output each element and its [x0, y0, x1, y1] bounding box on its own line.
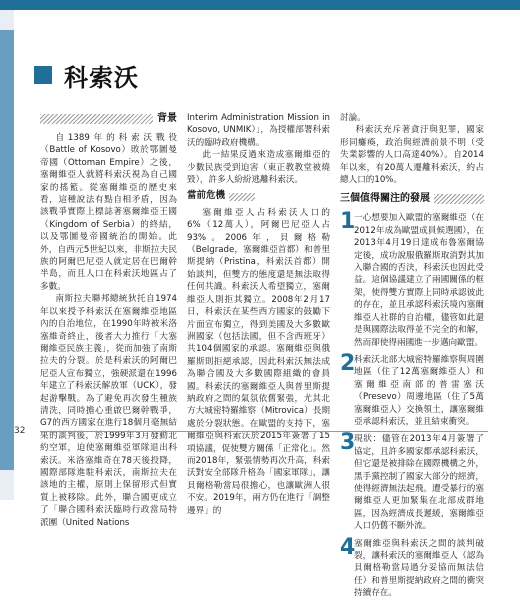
page-title: 科索沃 — [64, 64, 139, 92]
paragraph: Interim Administration Mission in Kosovo, UNMIK）」，為授權部署科索沃的臨時政府機構。 — [187, 113, 330, 148]
item-text: 塞爾維亞與科索沃之間的談判破裂，讓科索沃的塞爾維亞人（認為貝爾格勒當局過分妥協而無法信任）和普里斯提納政府之間的衝突持續存在。 — [354, 538, 484, 599]
section-header-future — [340, 192, 484, 206]
section-label-current: 當前危機 — [187, 190, 226, 202]
item-text: 科索沃北部大城密特羅維察與周圍地區（住了12萬塞爾維亞人）和塞爾維亞南部的普雷塞沃（Presevo）周邊地區（住了5萬塞爾維亞人）交換領土，讓塞爾維亞承認科索沃，並且結束衝突。 — [354, 354, 484, 427]
column-2 — [187, 112, 330, 517]
item-text: 一心想要加入歐盟的塞爾維亞（在2012年成為歐盟成員候選國），在2013年4月19日達成布魯塞爾協定後，成功說服俄羅斯取消對其加入聯合國的否決，科索沃也因此受益。這個協議建立了兩國關係的框架，使得雙方實際上同時承認彼此的存在，並且承認科索沃境內塞爾維亞人社群的自治權，儘管如此還是與國際法取得並不完全的和解，然而卻使得兩國進一步邁向歐盟。 — [354, 213, 484, 348]
section-header-background — [40, 112, 177, 126]
list-item — [340, 350, 484, 428]
hatch-decoration — [434, 194, 484, 204]
item-number: 3 — [340, 430, 356, 456]
item-number: 2 — [340, 350, 356, 376]
paragraph: 科索沃充斥著貪汙與犯罪，國家形同癱瘓，政治與經濟前景不明（受失業影響的人口高達40%）。自2014年以來，有20萬人遷離科索沃，約占總人口的10%。 — [340, 125, 484, 186]
section-label-background: 背景 — [157, 112, 177, 124]
paragraph: 此一結果反過來造成塞爾維亞的少數民族受到迫害（東正教教堂被燒毀），許多人紛紛逃離科索沃。 — [187, 150, 330, 186]
footer-rule — [40, 431, 488, 432]
paragraph: 南斯拉夫聯邦總統狄托自1974年以來授予科索沃在塞爾維亞地區內的自治地位，在1990年時被米洛塞維奇終止，後者大力推行「大塞爾維亞民族主義」，從而加強了南斯拉夫的分裂。於是科索沃的阿爾巴尼亞人宣布獨立，強硬派還在1996年建立了科索沃解放軍（UCK），發起游擊戰。為了避免再次發生種族清洗，同時擔心重啟巴爾幹戰爭，G7的西方國家在進行18個月毫無結果的談判後，於1999年3月發動北約空軍，迫使塞爾維亞軍隊退出科索沃。米洛塞維奇在78天後投降，國際部隊進駐科索沃，南斯拉夫在該地的主權，原則上保留形式但實質上被移除。此外，聯合國更成立了「聯合國科索沃臨時行政當局特派團（United Nations — [40, 294, 177, 528]
title-area — [34, 58, 494, 104]
section-header-current — [187, 190, 330, 202]
item-text: 現狀：儘管在2013年4月簽署了協定，且許多國家都承認科索沃，但它還是被排除在國際機構之外，黑手黨控制了國家大部分的經濟，使得經濟無法起飛。遭受暴行的塞爾維亞人更加緊集在北部成群地區，因為經濟成長遲緩，塞爾維亞人口仍舊不斷外流。 — [354, 434, 484, 532]
list-item — [340, 430, 484, 532]
left-chapter-tab — [0, 30, 14, 470]
paragraph: 自1389年的科索沃戰役（Battle of Kosovo）敗於鄂圖曼帝國（Ottoman Empire）之後，塞爾維亞人就將科索沃視為自己國家的搖籃。從塞爾維亞的歷史來看，這種說法有點自相矛盾，因為該戰爭實際上標誌著塞爾維亞王國（Kingdom of Serbia）的終結，以及鄂圖曼帝國統治的開始。此外，自西元5世紀以來，非斯拉夫民族的阿爾巴尼亞人就定居在巴爾幹半島，而且人口在科索沃地區占了多數。 — [40, 133, 177, 292]
section-label-future: 三個值得關注的發展 — [340, 193, 430, 205]
column-1 — [40, 112, 177, 529]
list-item — [340, 209, 484, 348]
column-3 — [340, 112, 484, 605]
hatch-decoration — [229, 193, 255, 201]
paragraph: 討論。 — [340, 113, 366, 123]
item-number: 4 — [340, 534, 356, 560]
title-square-icon — [34, 66, 52, 84]
item-number: 1 — [340, 209, 356, 235]
list-item — [340, 534, 484, 600]
paragraph: 塞爾維亞人占科索沃人口的6%（12萬人），阿爾巴尼亞人占93%。2006年，貝爾格勒（Belgrade，塞爾維亞首都）和普里斯提納（Pristina，科索沃首都）開始談判，但雙方的態度還是無法取得任何共識。科索沃人希望獨立，塞爾維亞人則拒其獨立。2008年2月17日，科索沃在某些西方國家的鼓勵下片面宣布獨立，得到美國及大多數歐洲國家（包括法國，但不含西班牙）共104個國家的承認。塞爾維亞與俄羅斯則拒絕承認，因此科索沃無法成為聯合國及大多數國際組織的會員國。科索沃的塞爾維亞人與普里斯提納政府之間的氣氛依舊緊張，尤其北方大城密特羅維察（Mitrovica）長期處於分裂狀態。在歐盟的支持下，塞爾維亞與科索沃於2015年簽署了15項協議，促使雙方關係「正常化」。然而2018年，緊張情勢再次升高，科索沃對安全部隊升格為「國家軍隊」，讓貝爾格勒當局很擔心，也讓歐洲人很不安。2019年，兩方仍在進行「調整邊界」的 — [187, 207, 330, 516]
page-number: 32 — [14, 426, 26, 436]
hatch-decoration — [40, 114, 153, 124]
top-color-band — [0, 0, 520, 10]
